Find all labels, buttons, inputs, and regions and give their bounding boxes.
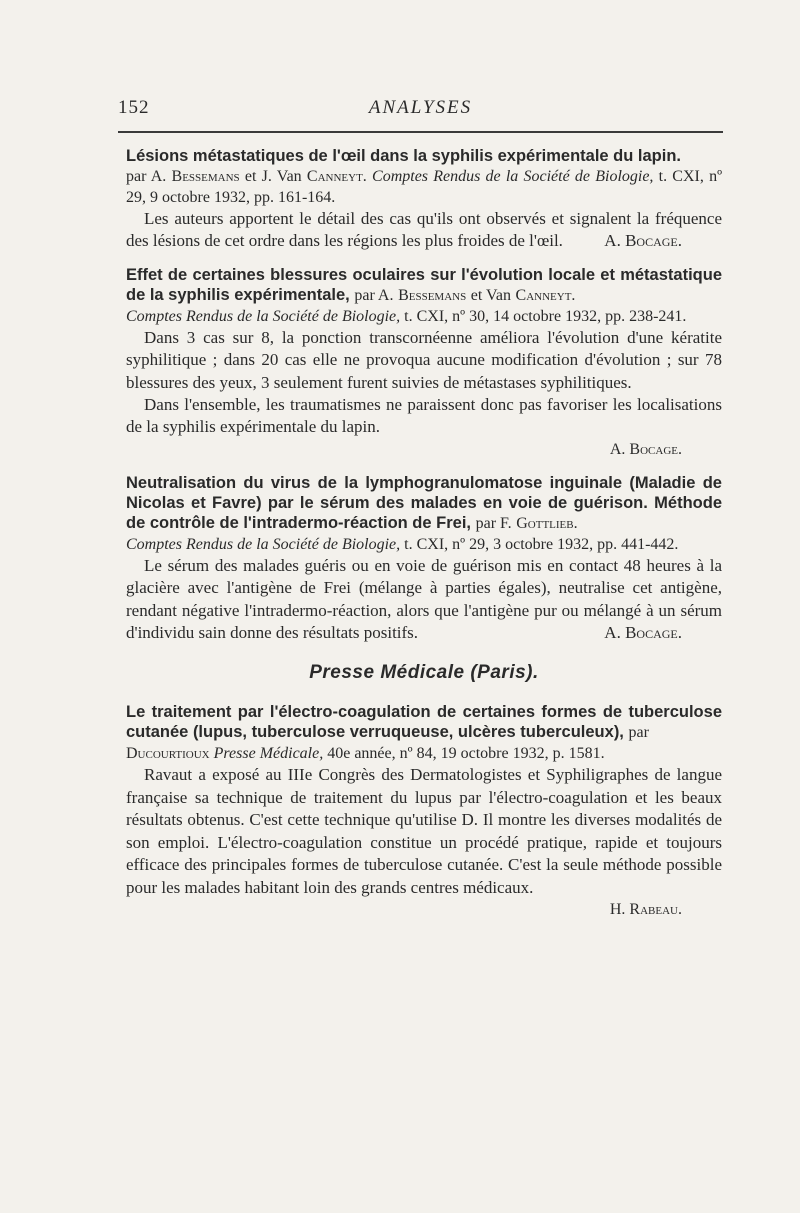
- ref-journal: Comptes Rendus de la Société de Biologie,: [372, 168, 654, 185]
- ref-author: Bessemans: [171, 168, 240, 185]
- article: [126, 702, 722, 920]
- running-title: ANALYSES: [368, 97, 473, 118]
- page-number: 152: [118, 97, 150, 118]
- article-reference: [126, 743, 722, 764]
- page-header: [118, 97, 723, 127]
- ref-author: Canneyt.: [306, 168, 367, 185]
- article-title: Neutralisation du virus de la lymphogranulomatose inguinale (Maladie de Nicolas et Favre) par le sérum des malades en voie de guérison. Méthode de contrôle de l'intradermo-réaction de Frei,: [126, 473, 722, 532]
- ref-journal: Comptes Rendus de la Société de Biologie,: [126, 535, 401, 553]
- ref-author: Gottlieb.: [516, 514, 578, 532]
- article-paragraph: Dans 3 cas sur 8, la ponction transcornéenne améliora l'évolution d'une kératite syphilitique ; dans 20 cas elle ne provoqua aucune modification d'évolution ; sur 78 blessures des yeux, 3 seulement furent suivies de métastases syphilitiques.: [126, 327, 722, 392]
- article-title: Effet de certaines blessures oculaires sur l'évolution locale et métastatique de la syphilis expérimentale,: [126, 265, 722, 304]
- article-paragraph: Ravaut a exposé au IIIe Congrès des Dermatologistes et Syphiligraphes de langue française sa technique de traitement du lupus par l'électro-coagulation et les beaux résultats obtenus. C'est cette technique qu'utilise D. Il montre les diverses modalités de son emploi. L'électro-coagulation constitue un procédé pratique, rapide et toujours efficace des principales formes de tuberculose cutanée. C'est la seule méthode possible pour les malades habitant loin des grands centres médicaux.: [126, 765, 722, 897]
- article-reference: [126, 306, 722, 327]
- ref-et: et J. Van: [244, 168, 302, 185]
- article-paragraph: Les auteurs apportent le détail des cas qu'ils ont observés et signalent la fréquence des lésions de cet ordre dans les régions les plus froides de l'œil. A. Bocage.: [126, 208, 722, 253]
- ref-par: par A.: [354, 286, 394, 304]
- ref-details: t. CXI, nº 29, 3 octobre 1932, pp. 441-442.: [404, 535, 679, 553]
- article-reference: [126, 534, 722, 555]
- article: [126, 146, 722, 253]
- ref-par: par: [628, 724, 649, 742]
- article-title: Lésions métastatiques de l'œil dans la syphilis expérimentale du lapin.: [126, 147, 681, 165]
- signature: A. Bocage.: [604, 231, 682, 251]
- ref-details: 40e année, nº 84, 19 octobre 1932, p. 1581.: [327, 745, 605, 763]
- signature: H. Rabeau.: [609, 900, 682, 918]
- ref-author: Bessemans: [398, 286, 467, 304]
- article-title: Le traitement par l'électro-coagulation de certaines formes de tuberculose cutanée (lupus, tuberculose verruqueuse, ulcères tuberculeux),: [126, 703, 722, 742]
- page-content: [126, 146, 722, 933]
- ref-journal: Presse Médicale,: [213, 745, 324, 763]
- signature: A. Bocage.: [604, 623, 682, 643]
- ref-et: et Van: [470, 286, 511, 304]
- header-rule: [118, 131, 723, 133]
- ref-author: Canneyt.: [515, 286, 576, 304]
- ref-details: t. CXI, nº 30, 14 octobre 1932, pp. 238-241.: [404, 307, 687, 325]
- article-reference: [126, 166, 722, 208]
- ref-details: t. CXI, nº 29, 9 octobre 1932, pp. 161-164.: [126, 168, 723, 206]
- ref-journal: Comptes Rendus de la Société de Biologie,: [126, 307, 401, 325]
- signature: A. Bocage.: [609, 440, 682, 458]
- section-heading: Presse Médicale (Paris).: [309, 662, 539, 684]
- article-paragraph: Le sérum des malades guéris ou en voie de guérison mis en contact 48 heures à la glacière avec l'antigène de Frei (mélange à parties égales), neutralise cet antigène, rendant négative l'intradermo-réaction, alors que l'antigène pur ou mélangé à un sérum d'individu sain donne des résultats positifs. A. Bocage.: [126, 555, 722, 645]
- article: [126, 473, 722, 645]
- ref-par: par F.: [475, 514, 512, 532]
- ref-par: par A.: [126, 168, 167, 185]
- ref-author: Ducourtioux: [126, 745, 210, 763]
- article: [126, 265, 722, 461]
- article-paragraph: Dans l'ensemble, les traumatismes ne paraissent donc pas favoriser les localisations de la syphilis expérimentale du lapin.: [126, 395, 722, 437]
